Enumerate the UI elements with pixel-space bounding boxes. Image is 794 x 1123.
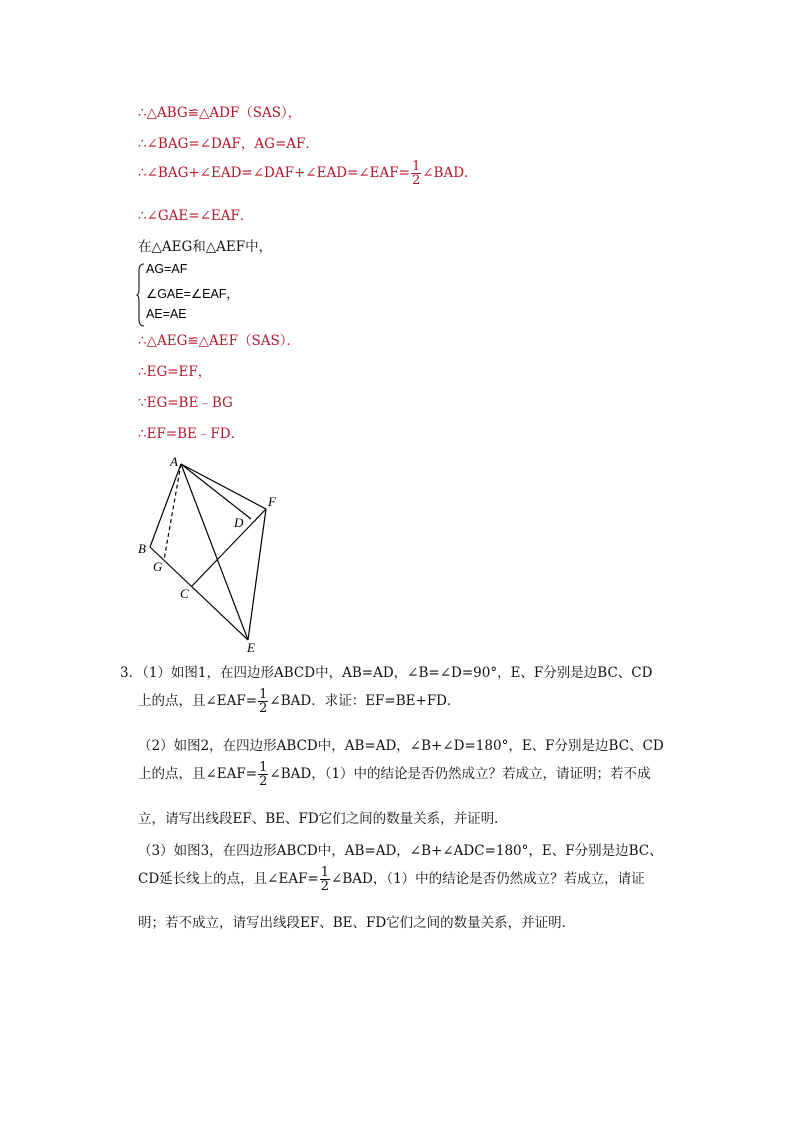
label-D: D [234, 515, 244, 530]
problem-3-part-1-line-1: 3．（1）如图1，在四边形ABCD中，AB=AD，∠B=∠D=90°，E、F分别是边BC、CD [120, 665, 653, 681]
p1-pre: 上的点，且∠EAF= [138, 693, 258, 709]
problem-3-part-1-line-2 [138, 688, 461, 715]
solution-line-3-pre: ∴∠BAG+∠EAD=∠DAF+∠EAD=∠EAF= [138, 165, 410, 181]
problem-3-part-2-line-2 [138, 761, 651, 788]
fraction-half [320, 866, 330, 893]
segment-BE [150, 547, 248, 640]
geometry-figure [130, 450, 290, 655]
problem-3-part-2-line-3: 立，请写出线段EF、BE、FD它们之间的数量关系，并证明． [138, 811, 508, 827]
problem-3-part-3-line-2 [138, 866, 645, 893]
system-row-2: ∠GAE=∠EAF， [146, 287, 239, 301]
segment-AG-dashed [164, 464, 181, 560]
p1-post: ∠BAD．求证：EF=BE+FD． [269, 693, 461, 709]
fraction-numerator: 1 [320, 865, 330, 880]
problem-3-part-2-line-1: （2）如图2，在四边形ABCD中，AB=AD，∠B+∠D=180°，E、F分别是边BC、CD [138, 738, 664, 754]
label-A: A [170, 454, 178, 469]
solution-line-5: 在△AEG和△AEF中， [138, 239, 273, 255]
equation-system [136, 262, 336, 328]
fraction-denominator: 2 [259, 701, 268, 716]
solution-line-4: ∴∠GAE=∠EAF． [138, 208, 254, 224]
segment-FE [248, 509, 266, 640]
label-B: B [138, 541, 146, 556]
segment-AF [181, 464, 266, 509]
solution-line-1: ∴△ABG≌△ADF（SAS）， [138, 105, 302, 121]
p2-pre: 上的点，且∠EAF= [138, 766, 258, 782]
label-F: F [268, 494, 276, 509]
fraction-denominator: 2 [320, 879, 330, 894]
fraction-numerator: 1 [259, 687, 268, 702]
solution-line-7: ∴EG=EF， [138, 364, 212, 380]
p3-post: ∠BAD，（1）中的结论是否仍然成立？若成立，请证 [331, 871, 645, 887]
solution-line-8: ∵EG=BE﹣BG [138, 395, 233, 411]
fraction-denominator: 2 [259, 774, 268, 789]
solution-line-3-post: ∠BAD． [422, 165, 478, 181]
fraction-half [411, 160, 421, 187]
solution-line-2: ∴∠BAG=∠DAF，AG=AF． [138, 136, 319, 152]
p2-post: ∠BAD，（1）中的结论是否仍然成立？若成立，请证明；若不成 [269, 766, 651, 782]
system-row-3: AE=AE [146, 307, 187, 321]
solution-line-9: ∴EF=BE﹣FD． [138, 426, 245, 442]
p3-pre: CD延长线上的点，且∠EAF= [138, 871, 319, 887]
solution-line-6: ∴△AEG≌△AEF（SAS）． [138, 333, 301, 349]
label-G: G [153, 559, 163, 574]
left-brace-icon [136, 263, 146, 327]
problem-3-part-3-line-3: 明；若不成立，请写出线段EF、BE、FD它们之间的数量关系，并证明． [138, 915, 576, 931]
fraction-half [258, 688, 268, 715]
label-E: E [247, 640, 255, 655]
problem-3-part-3-line-1: （3）如图3，在四边形ABCD中，AB=AD，∠B+∠ADC=180°，E、F分别是边BC、 [138, 843, 663, 859]
label-C: C [180, 586, 189, 601]
fraction-half [258, 761, 268, 788]
system-row-1: AG=AF [146, 262, 188, 276]
segment-AB [150, 464, 181, 547]
fraction-numerator: 1 [411, 159, 421, 174]
fraction-numerator: 1 [259, 760, 268, 775]
fraction-denominator: 2 [411, 173, 421, 188]
solution-line-3 [138, 160, 478, 187]
